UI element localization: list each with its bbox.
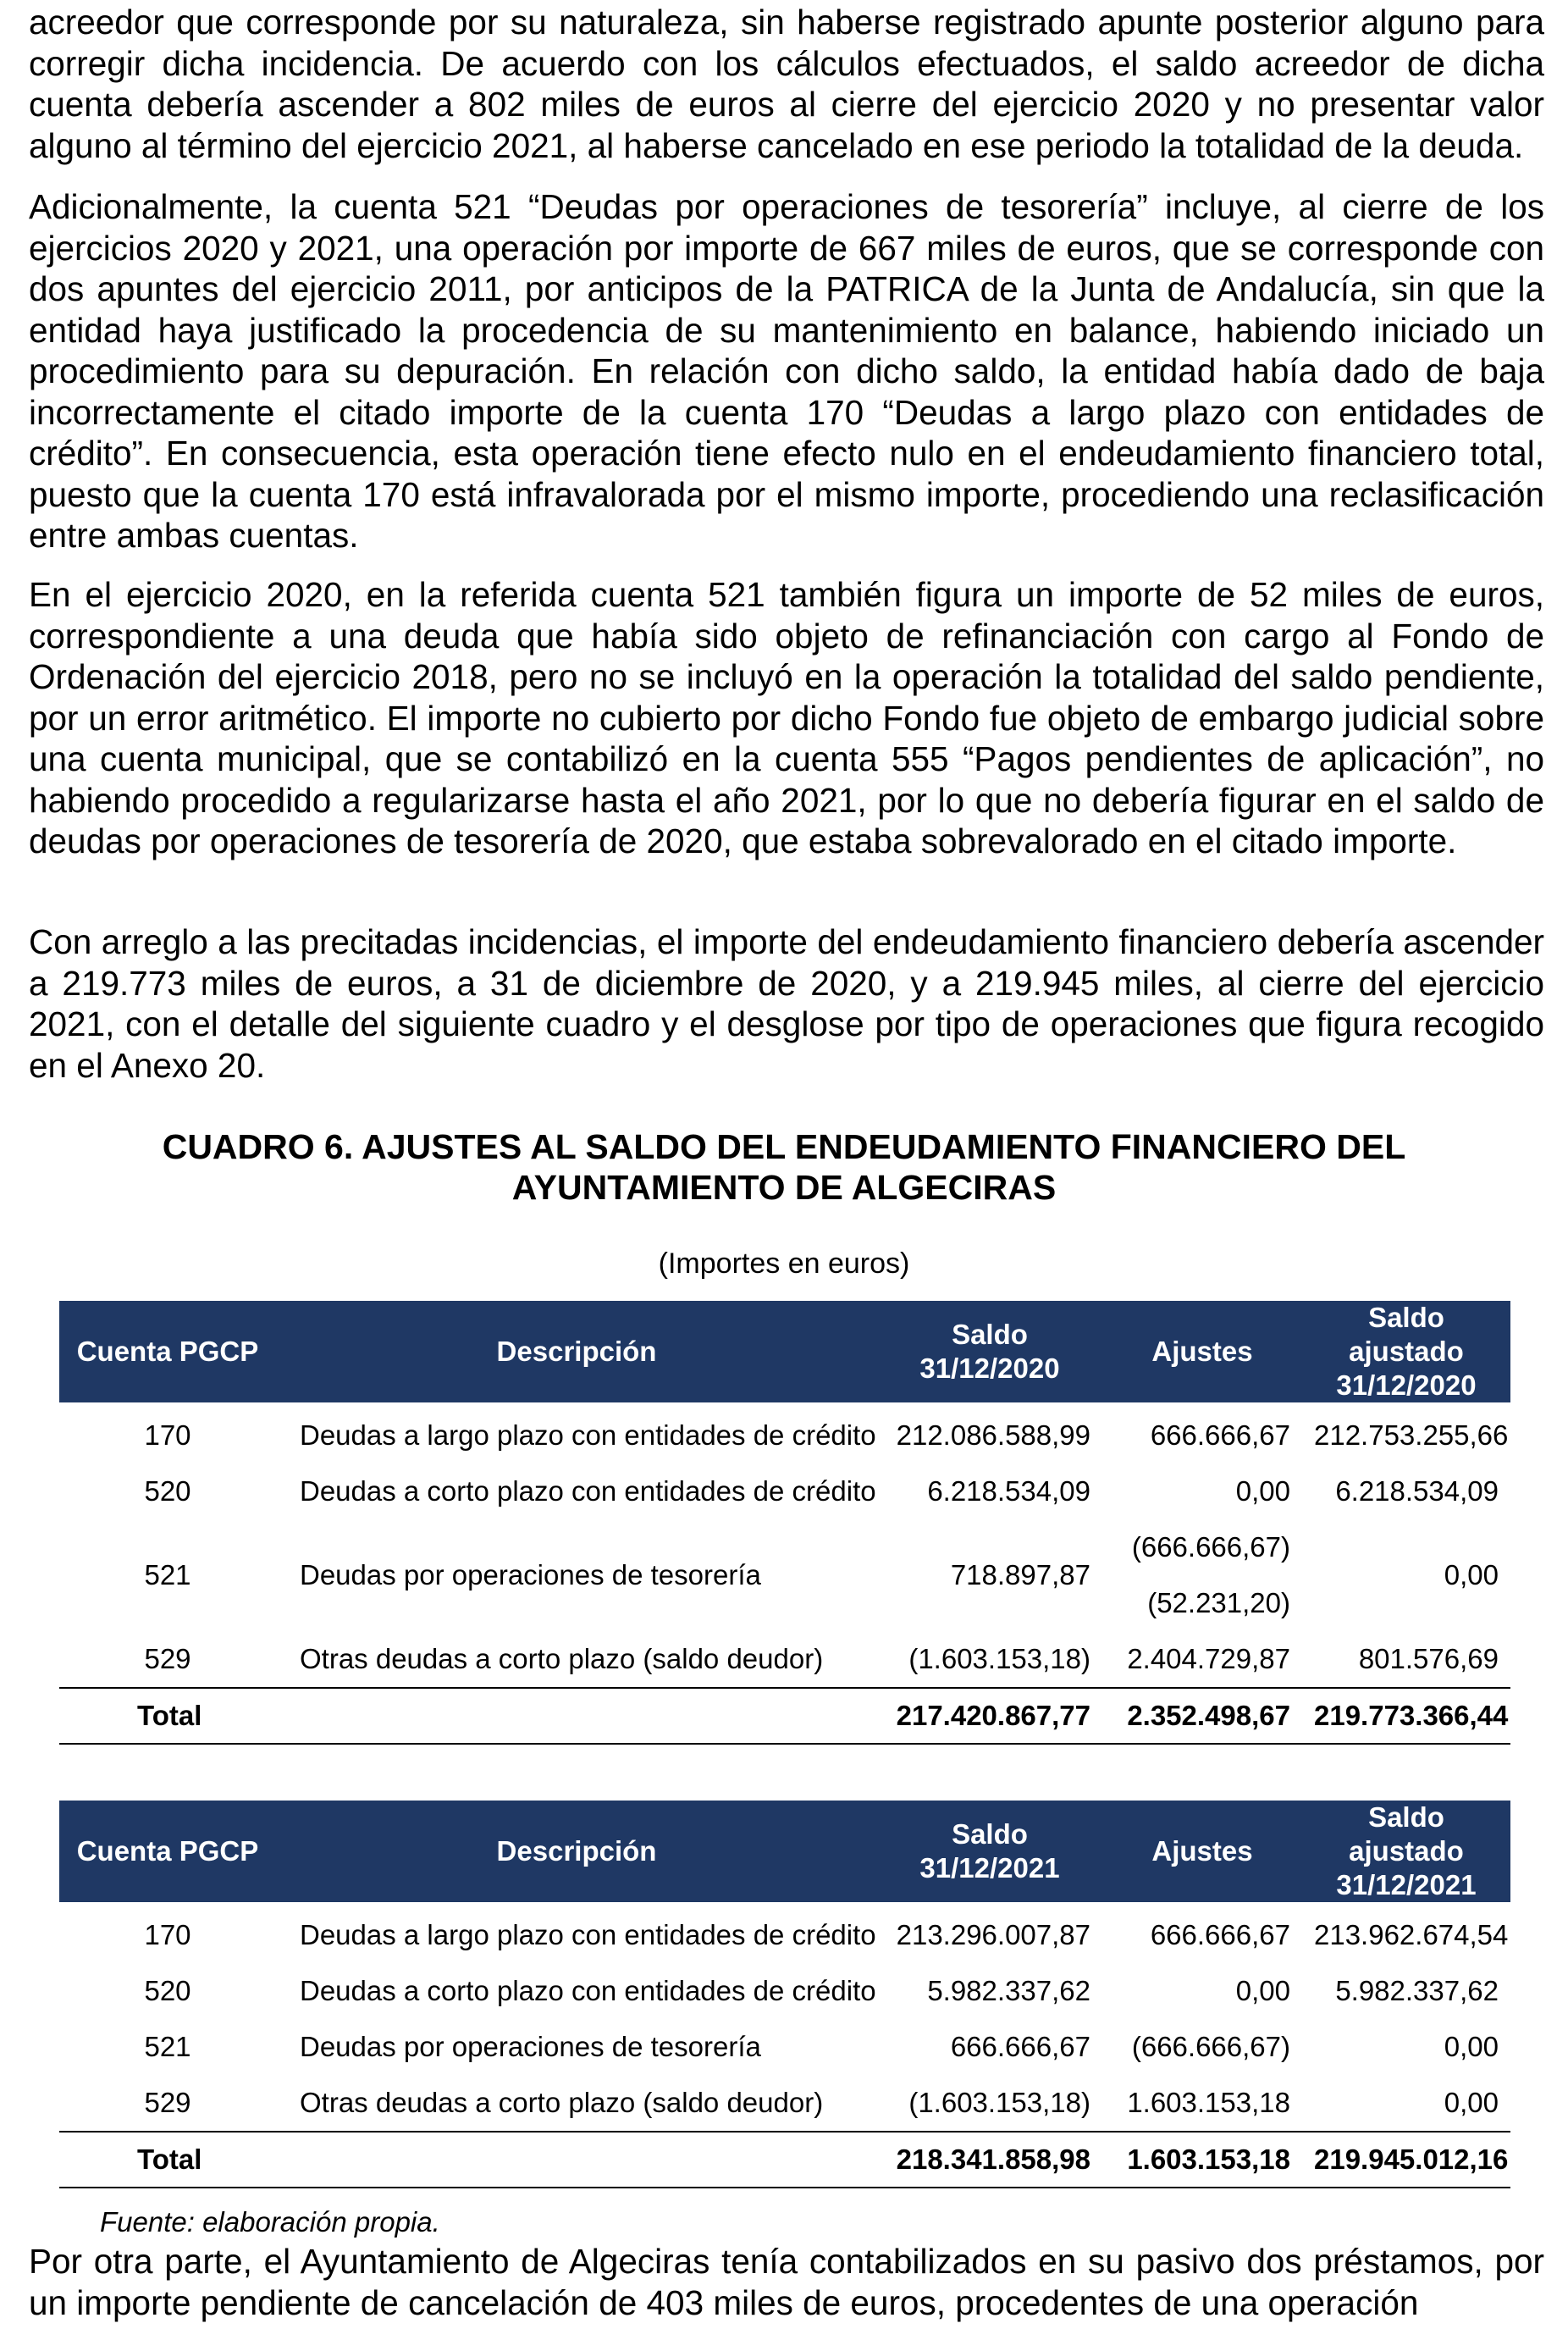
table-header-row — [59, 1801, 1510, 1902]
cell-cuenta: 529 — [144, 1643, 191, 1674]
cell-ajustes: (666.666,67) — [1131, 2031, 1290, 2062]
table-row — [59, 1402, 1510, 1463]
header-descripcion: Descripción — [276, 1301, 877, 1402]
cell-saldo: 6.218.534,09 — [927, 1475, 1090, 1507]
total-saldo: 217.420.867,77 — [877, 1688, 1102, 1744]
cell-saldo-ajustado: 0,00 — [1444, 1559, 1499, 1590]
cell-saldo: (1.603.153,18) — [908, 2087, 1090, 2118]
cell-descripcion: Deudas a largo plazo con entidades de crédito — [300, 1919, 876, 1950]
header-ajustado-line-1: Saldo ajustado — [1349, 1801, 1464, 1867]
cell-ajustes: 0,00 — [1235, 1975, 1290, 2006]
cell-ajustes-line-2: (52.231,20) — [1147, 1587, 1290, 1618]
cell-saldo-ajustado: 0,00 — [1444, 2087, 1499, 2118]
cell-saldo: 213.296.007,87 — [896, 1919, 1090, 1950]
cell-descripcion: Deudas por operaciones de tesorería — [300, 2031, 761, 2062]
cell-ajustes: 666.666,67 — [1150, 1419, 1290, 1451]
total-saldo-ajustado: 219.945.012,16 — [1302, 2132, 1510, 2188]
header-cuenta: Cuenta PGCP — [59, 1301, 276, 1402]
cell-descripcion: Deudas a largo plazo con entidades de crédito — [300, 1419, 876, 1451]
table-2020 — [59, 1301, 1510, 1745]
units-note: (Importes en euros) — [658, 1247, 910, 1280]
cell-ajustes — [1102, 1519, 1302, 1631]
table-row — [59, 1463, 1510, 1519]
cell-ajustes: 666.666,67 — [1150, 1919, 1290, 1950]
cell-descripcion: Otras deudas a corto plazo (saldo deudor) — [300, 2087, 824, 2118]
cuadro-title-line-1: CUADRO 6. AJUSTES AL SALDO DEL ENDEUDAMIENTO FINANCIERO DEL — [162, 1127, 1406, 1166]
header-saldo-ajustado — [1302, 1301, 1510, 1402]
table-row — [59, 2075, 1510, 2132]
cell-descripcion: Deudas por operaciones de tesorería — [300, 1559, 761, 1590]
table-header-row — [59, 1301, 1510, 1402]
cell-cuenta: 521 — [144, 2031, 191, 2062]
header-ajustado-line-2: 31/12/2021 — [1336, 1869, 1477, 1900]
cell-ajustes-line-1: (666.666,67) — [1131, 1531, 1290, 1563]
header-saldo-line-2: 31/12/2020 — [919, 1353, 1060, 1384]
cell-saldo: (1.603.153,18) — [908, 1643, 1090, 1674]
cell-ajustes: 1.603.153,18 — [1127, 2087, 1290, 2118]
cell-saldo: 718.897,87 — [950, 1559, 1090, 1590]
paragraph-4: Con arreglo a las precitadas incidencias, el importe del endeudamiento financiero debería ascender a 219.773 miles de euros, a 31 de diciembre de 2020, y a 219.945 miles, al cierre del ejercicio 2021, con el detalle del siguiente cuadro y el desglose por tipo de operaciones que figura recogido en el Anexo 20. — [29, 922, 1544, 1085]
total-saldo-ajustado: 219.773.366,44 — [1302, 1688, 1510, 1744]
cell-saldo-ajustado: 5.982.337,62 — [1335, 1975, 1499, 2006]
total-ajustes: 1.603.153,18 — [1102, 2132, 1302, 2188]
cell-descripcion: Deudas a corto plazo con entidades de crédito — [300, 1475, 876, 1507]
paragraph-1: acreedor que corresponde por su naturaleza, sin haberse registrado apunte posterior alguno para corregir dicha incidencia. De acuerdo con los cálculos efectuados, el saldo acreedor de dicha cuenta debería ascender a 802 miles de euros al cierre del ejercicio 2020 y no presentar valor alguno al término del ejercicio 2021, al haberse cancelado en ese periodo la totalidad de la deuda. — [29, 3, 1544, 165]
table-row — [59, 1902, 1510, 1963]
cell-saldo-ajustado: 801.576,69 — [1358, 1643, 1499, 1674]
total-label: Total — [59, 2132, 877, 2188]
cell-ajustes: 0,00 — [1235, 1475, 1290, 1507]
cell-saldo-ajustado: 6.218.534,09 — [1335, 1475, 1499, 1507]
header-saldo-line-2: 31/12/2021 — [919, 1852, 1060, 1884]
header-saldo-line-1: Saldo — [952, 1319, 1028, 1350]
cell-cuenta: 521 — [144, 1559, 191, 1590]
source-note: Fuente: elaboración propia. — [100, 2206, 440, 2238]
cell-saldo: 212.086.588,99 — [896, 1419, 1090, 1451]
cell-cuenta: 529 — [144, 2087, 191, 2118]
cell-descripcion: Otras deudas a corto plazo (saldo deudor) — [300, 1643, 824, 1674]
header-saldo-line-1: Saldo — [952, 1818, 1028, 1850]
table-row — [59, 1963, 1510, 2019]
total-label: Total — [59, 1688, 877, 1744]
cell-saldo: 5.982.337,62 — [927, 1975, 1090, 2006]
header-saldo-ajustado — [1302, 1801, 1510, 1902]
table-2021 — [59, 1801, 1510, 2188]
table-row — [59, 1519, 1510, 1631]
paragraph-3: En el ejercicio 2020, en la referida cuenta 521 también figura un importe de 52 miles de euros, correspondiente a una deuda que había sido objeto de refinanciación con cargo al Fondo de Ordenación del ejercicio 2018, pero no se incluyó en la operación la totalidad del saldo pendiente, por un error aritmético. El importe no cubierto por dicho Fondo fue objeto de embargo judicial sobre una cuenta municipal, que se contabilizó en la cuenta 555 “Pagos pendientes de aplicación”, no habiendo procedido a regularizarse hasta el año 2021, por lo que no debería figurar en el saldo de deudas por operaciones de tesorería de 2020, que estaba sobrevalorado en el citado importe. — [29, 575, 1544, 860]
header-saldo — [877, 1301, 1102, 1402]
table-row — [59, 2019, 1510, 2075]
cell-cuenta: 170 — [144, 1419, 191, 1451]
table-row — [59, 1631, 1510, 1688]
header-ajustes: Ajustes — [1102, 1301, 1302, 1402]
cuadro-title-line-2: AYUNTAMIENTO DE ALGECIRAS — [511, 1168, 1057, 1207]
cell-ajustes: 2.404.729,87 — [1127, 1643, 1290, 1674]
header-ajustado-line-2: 31/12/2020 — [1336, 1369, 1477, 1401]
paragraph-5: Por otra parte, el Ayuntamiento de Algeciras tenía contabilizados en su pasivo dos préstamos, por un importe pendiente de cancelación de 403 miles de euros, procedentes de una operación — [29, 2242, 1544, 2322]
table-total-row — [59, 1688, 1510, 1744]
table-total-row — [59, 2132, 1510, 2188]
header-cuenta: Cuenta PGCP — [59, 1801, 276, 1902]
cell-saldo-ajustado: 0,00 — [1444, 2031, 1499, 2062]
header-descripcion: Descripción — [276, 1801, 877, 1902]
cell-descripcion: Deudas a corto plazo con entidades de crédito — [300, 1975, 876, 2006]
total-saldo: 218.341.858,98 — [877, 2132, 1102, 2188]
cell-saldo-ajustado: 213.962.674,54 — [1314, 1919, 1509, 1950]
header-saldo — [877, 1801, 1102, 1902]
cell-cuenta: 520 — [144, 1475, 191, 1507]
cell-saldo: 666.666,67 — [950, 2031, 1090, 2062]
total-ajustes: 2.352.498,67 — [1102, 1688, 1302, 1744]
cell-saldo-ajustado: 212.753.255,66 — [1314, 1419, 1509, 1451]
cell-cuenta: 170 — [144, 1919, 191, 1950]
header-ajustado-line-1: Saldo ajustado — [1349, 1302, 1464, 1367]
cuadro-title — [0, 1126, 1568, 1208]
cell-cuenta: 520 — [144, 1975, 191, 2006]
header-ajustes: Ajustes — [1102, 1801, 1302, 1902]
paragraph-2: Adicionalmente, la cuenta 521 “Deudas por operaciones de tesorería” incluye, al cierre de los ejercicios 2020 y 2021, una operación por importe de 667 miles de euros, que se corresponde con dos apuntes del ejercicio 2011, por anticipos de la PATRICA de la Junta de Andalucía, sin que la entidad haya justificado la procedencia de su mantenimiento en balance, habiendo iniciado un procedimiento para su depuración. En relación con dicho saldo, la entidad había dado de baja incorrectamente el citado importe de la cuenta 170 “Deudas a largo plazo con entidades de crédito”. En consecuencia, esta operación tiene efecto nulo en el endeudamiento financiero total, puesto que la cuenta 170 está infravalorada por el mismo importe, procediendo una reclasificación entre ambas cuentas. — [29, 187, 1544, 555]
